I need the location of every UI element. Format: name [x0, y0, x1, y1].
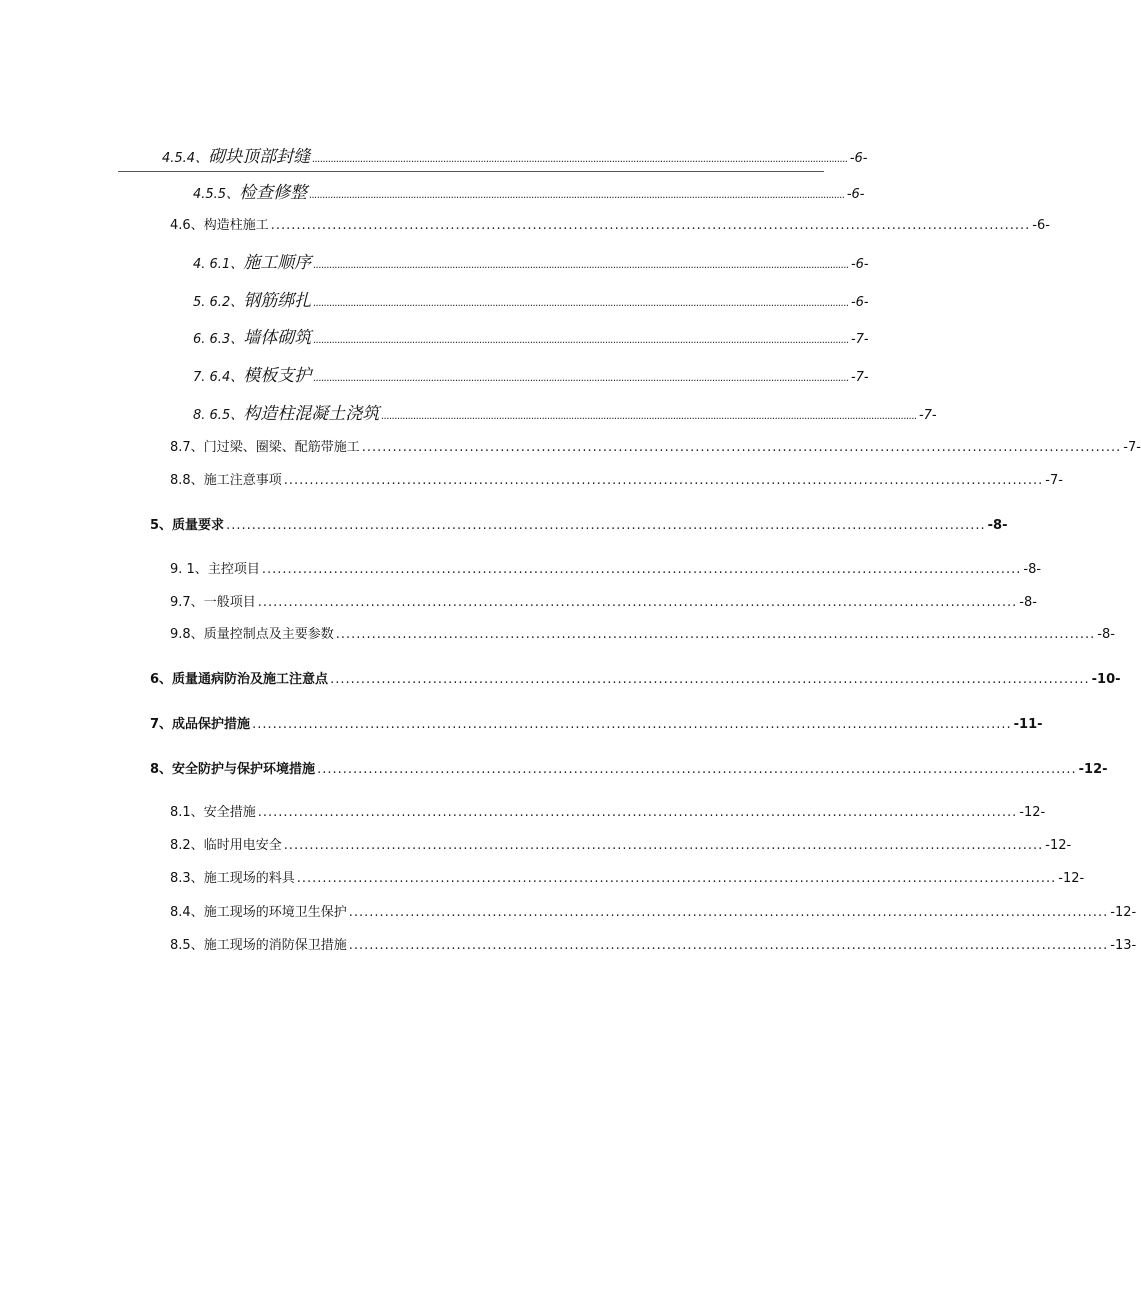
toc-entry[interactable]: [170, 834, 1072, 853]
toc-entry-number: 5. 6.2、: [193, 295, 244, 310]
toc-entry[interactable]: [170, 436, 1141, 455]
toc-entry-title: 构造柱混凝土浇筑: [243, 404, 380, 424]
toc-entry-number: 8.4、: [170, 905, 204, 920]
toc-entry-page: -8-: [987, 518, 1008, 533]
toc-leader-dots: ........................................................................................................................................................................................................: [309, 190, 845, 201]
toc-leader-dots: ....................................................................................................................................................: [261, 562, 1022, 577]
toc-entry-number: 4.5.4、: [162, 151, 209, 166]
toc-entry-number: 8. 6.5、: [193, 408, 244, 423]
toc-leader-dots: ........................................................................................................................................................................................................: [312, 154, 848, 165]
toc-entry-page: -8-: [1097, 627, 1115, 642]
toc-entry-title: 质量要求: [172, 518, 225, 533]
toc-entry-number: 9.7、: [170, 595, 204, 610]
header-rule: [118, 171, 824, 172]
toc-entry-title: 主控项目: [207, 562, 260, 577]
toc-entry-number: 5、: [150, 518, 173, 533]
toc-leader-dots: ....................................................................................................................................................: [270, 218, 1031, 233]
toc-entry-number: 4.5.5、: [193, 187, 240, 202]
toc-entry-title: 安全防护与保护环境措施: [172, 762, 316, 777]
toc-entry-title: 模板支护: [243, 366, 312, 386]
toc-leader-dots: ....................................................................................................................................................: [226, 518, 986, 533]
toc-entry-page: -8-: [1023, 562, 1042, 577]
toc-entry-page: -6-: [846, 187, 865, 202]
toc-entry-page: -11-: [1013, 717, 1043, 732]
toc-entry-number: 9.8、: [170, 627, 204, 642]
toc-entry-title: 施工注意事项: [203, 473, 282, 488]
toc-entry[interactable]: [193, 178, 865, 203]
toc-leader-dots: ....................................................................................................................................................: [283, 838, 1044, 853]
toc-leader-dots: ........................................................................................................................................................................................................: [313, 335, 849, 346]
toc-leader-dots: ....................................................................................................................................................: [257, 595, 1018, 610]
toc-entry-page: -7-: [1045, 473, 1063, 488]
toc-entry[interactable]: [170, 623, 1115, 642]
toc-entry-number: 8.8、: [170, 473, 204, 488]
toc-leader-dots: ....................................................................................................................................................: [335, 627, 1096, 642]
toc-entry-title: 砌块顶部封缝: [208, 147, 311, 167]
toc-entry-title: 钢筋绑扎: [243, 291, 312, 311]
toc-entry-title: 施工顺序: [243, 253, 312, 273]
toc-entry[interactable]: [170, 214, 1050, 233]
toc-entry-page: -12-: [1058, 871, 1085, 886]
toc-entry-page: -7-: [1123, 440, 1141, 455]
toc-leader-dots: ....................................................................................................................................................: [361, 440, 1122, 455]
toc-entry[interactable]: [150, 514, 1008, 533]
toc-leader-dots: ....................................................................................................................................................: [252, 717, 1012, 732]
toc-entry-page: -13-: [1110, 938, 1137, 953]
toc-entry-page: -12-: [1019, 805, 1046, 820]
toc-entry-title: 墙体砌筑: [243, 328, 312, 348]
toc-entry[interactable]: [193, 361, 869, 386]
toc-entry-page: -12-: [1078, 762, 1108, 777]
toc-entry[interactable]: [170, 934, 1137, 953]
toc-entry-page: -12-: [1045, 838, 1072, 853]
toc-entry-title: 成品保护措施: [172, 717, 251, 732]
toc-entry[interactable]: [170, 867, 1085, 886]
toc-entry-number: 8.3、: [170, 871, 204, 886]
toc-entry[interactable]: [170, 558, 1042, 577]
toc-entry[interactable]: [193, 248, 869, 273]
toc-leader-dots: ....................................................................................................................................................: [348, 938, 1109, 953]
toc-leader-dots: ....................................................................................................................................................: [257, 805, 1018, 820]
toc-entry-number: 4. 6.1、: [193, 257, 244, 272]
toc-entry-page: -12-: [1110, 905, 1137, 920]
toc-entry-page: -7-: [918, 408, 937, 423]
toc-entry-number: 7. 6.4、: [193, 370, 244, 385]
toc-entry-page: -8-: [1019, 595, 1037, 610]
toc-entry-title: 施工现场的环境卫生保护: [203, 905, 347, 920]
toc-entry-title: 施工现场的料具: [203, 871, 295, 886]
toc-entry-number: 7、: [150, 717, 173, 732]
toc-entry-number: 6. 6.3、: [193, 332, 244, 347]
toc-entry[interactable]: [150, 758, 1108, 777]
toc-entry-title: 质量通病防治及施工注意点: [172, 672, 329, 687]
toc-entry[interactable]: [193, 286, 869, 311]
toc-entry[interactable]: [170, 901, 1137, 920]
toc-entry-number: 8.1、: [170, 805, 204, 820]
toc-entry-title: 构造柱施工: [203, 218, 269, 233]
toc-entry-number: 4.6、: [170, 218, 204, 233]
toc-entry[interactable]: [193, 323, 869, 348]
toc-entry[interactable]: [162, 142, 868, 167]
toc-leader-dots: ........................................................................................................................................................................................................: [381, 411, 917, 422]
toc-leader-dots: ........................................................................................................................................................................................................: [313, 260, 849, 271]
toc-entry[interactable]: [193, 399, 937, 424]
toc-entry[interactable]: [150, 668, 1121, 687]
toc-entry-title: 安全措施: [203, 805, 256, 820]
toc-entry[interactable]: [170, 801, 1046, 820]
toc-leader-dots: ....................................................................................................................................................: [330, 672, 1090, 687]
toc-entry-number: 9. 1、: [170, 562, 208, 577]
toc-leader-dots: ....................................................................................................................................................: [283, 473, 1044, 488]
toc-entry-title: 一般项目: [203, 595, 256, 610]
toc-entry-page: -10-: [1091, 672, 1121, 687]
toc-entry-page: -6-: [1032, 218, 1050, 233]
toc-entry[interactable]: [170, 469, 1063, 488]
toc-leader-dots: ....................................................................................................................................................: [317, 762, 1077, 777]
toc-entry-title: 临时用电安全: [203, 838, 282, 853]
toc-entry-page: -6-: [850, 257, 869, 272]
toc-entry-number: 8.5、: [170, 938, 204, 953]
toc-entry-title: 门过梁、圈梁、配筋带施工: [203, 440, 360, 455]
toc-entry-number: 6、: [150, 672, 173, 687]
toc-entry-title: 施工现场的消防保卫措施: [203, 938, 347, 953]
toc-leader-dots: ....................................................................................................................................................: [296, 871, 1057, 886]
toc-entry-title: 质量控制点及主要参数: [203, 627, 334, 642]
toc-entry-number: 8、: [150, 762, 173, 777]
toc-entry-number: 8.2、: [170, 838, 204, 853]
toc-entry-page: -7-: [850, 370, 869, 385]
toc-entry-page: -7-: [850, 332, 869, 347]
toc-entry[interactable]: [150, 713, 1043, 732]
toc-leader-dots: ........................................................................................................................................................................................................: [313, 298, 849, 309]
toc-entry-page: -6-: [850, 295, 869, 310]
toc-entry[interactable]: [170, 591, 1037, 610]
toc-entry-title: 检查修整: [239, 183, 308, 203]
toc-entry-number: 8.7、: [170, 440, 204, 455]
toc-leader-dots: ........................................................................................................................................................................................................: [313, 373, 849, 384]
toc-leader-dots: ....................................................................................................................................................: [348, 905, 1109, 920]
toc-entry-page: -6-: [849, 151, 868, 166]
